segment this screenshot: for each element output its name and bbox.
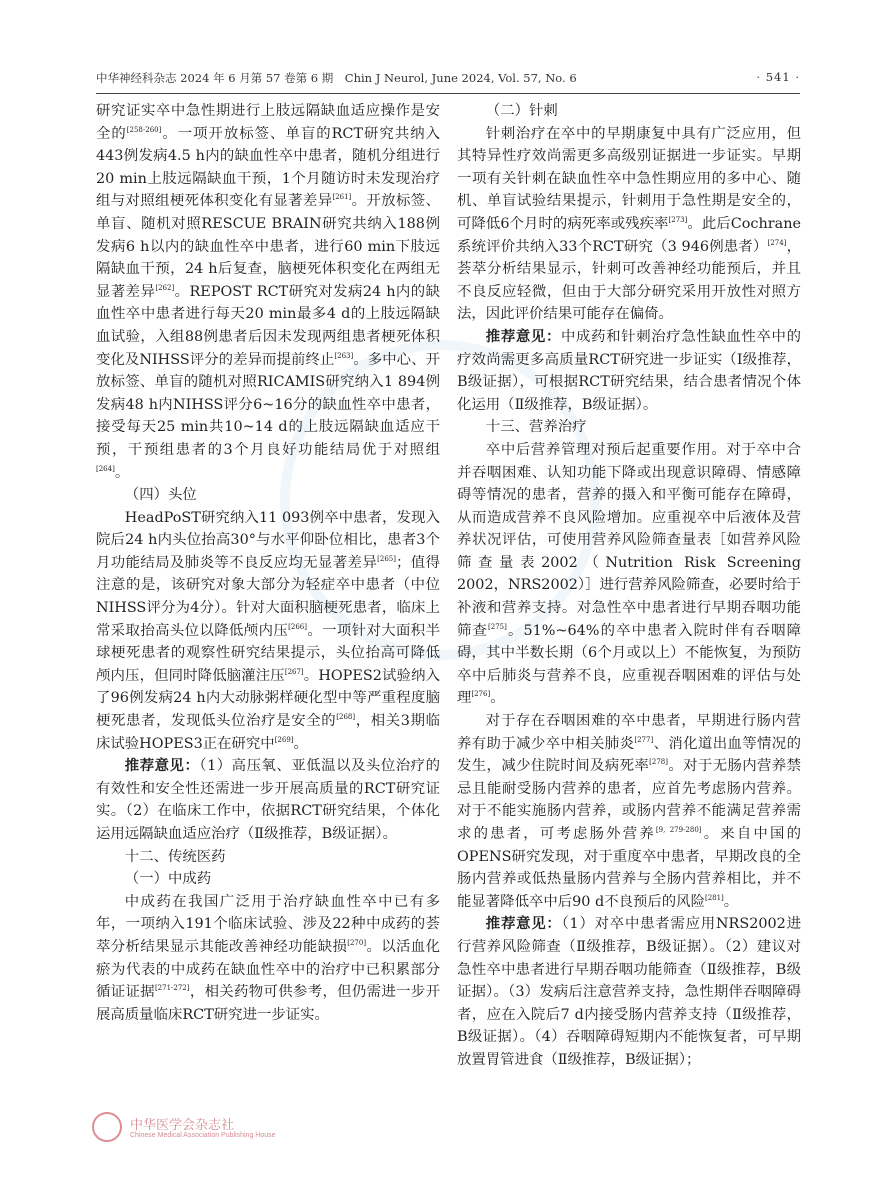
journal-citation: 中华神经科杂志 2024 年 6 月第 57 卷第 6 期 Chin J Neurol, June 2024, Vol. 57, No. 6	[96, 71, 577, 85]
section-heading-traditional-medicine: 十二、传统医药	[124, 848, 226, 865]
publisher-name-en: Chinese Medical Association Publishing House	[130, 1132, 276, 1139]
citation: [269]	[274, 735, 294, 744]
citation: [262]	[155, 283, 175, 292]
citation: [276]	[471, 690, 491, 699]
recommendation-paragraph: 推荐意见：（1）高压氧、亚低温以及头位治疗的有效性和安全性还需进一步开展高质量的RCT研究证实。（2）在临床工作中，依据RCT研究结果，个体化运用远隔缺血适应治疗（Ⅱ级推荐，B级证据）。	[96, 757, 440, 842]
citation: [275]	[488, 622, 507, 631]
citation: [267]	[284, 667, 304, 676]
paragraph-nutrition-screening: 卒中后营养管理对预后起重要作用。对于卒中合并吞咽困难、认知功能下降或出现意识障碍、情感障碍等情况的患者，营养的摄入和平衡可能存在障碍，从而造成营养不良风险增加。应重视卒中后液体及营养状况评估，可使用营养风险筛查量表［如营养风险筛查量表2002（Nutrition Risk Screening 2002，NRS2002）］进行营养风险筛查，必要时给于补液和营养支持。对急性卒中患者进行早期吞咽功能筛查[275]。51%~64%的卒中患者入院时伴有吞咽障碍，其中半数长期（6个月或以上）不能恢复，为预防卒中后肺炎与营养不良，应重视吞咽困难的评估与处理[276]。	[457, 441, 801, 707]
citation: [264]	[96, 464, 115, 473]
citation: [273]	[668, 215, 688, 224]
paragraph-chinese-patent-medicine: 中成药在我国广泛用于治疗缺血性卒中已有多年，一项纳入191个临床试验、涉及22种中成药的荟萃分析结果显示其能改善神经功能缺损[270]。以活血化瘀为代表的中成药在缺血性卒中的治疗中已积累部分循证证据[271-272]，相关药物可供参考，但仍需进一步开展高质量临床RCT研究进一步证实。	[96, 893, 440, 1023]
citation: [268]	[336, 713, 356, 722]
left-column	[96, 100, 440, 1026]
citation: [266]	[288, 622, 307, 631]
header-rule	[96, 93, 800, 94]
page-number: · 541 ·	[756, 70, 800, 84]
recommendation-label: 推荐意见：	[485, 327, 561, 345]
citation: [265]	[377, 554, 396, 563]
running-header	[96, 70, 800, 90]
citation: [263]	[334, 351, 354, 360]
citation: [9, 279-280]	[655, 826, 702, 834]
publisher-name: 中华医学会杂志社	[130, 1118, 235, 1133]
section-heading-head-position: （四）头位	[124, 487, 197, 504]
citation: [270]	[347, 938, 367, 947]
paragraph-remote-ischemic: 研究证实卒中急性期进行上肢远隔缺血适应操作是安全的[258-260]。一项开放标签、单盲的RCT研究共纳入443例发病4.5 h内的缺血性卒中患者，随机分组进行20 min上肢远隔缺血干预，1个月随访时未发现治疗组与对照组梗死体积变化有显著差异[261]。开放标签、单盲、随机对照RESCUE BRAIN研究共纳入188例发病6 h以内的缺血性卒中患者，进行60 min下肢远隔缺血干预，24 h后复查，脑梗死体积变化在两组无显著差异[262]。REPOST RCT研究对发病24 h内的缺血性卒中患者进行每天20 min最多4 d的上肢远隔缺血试验，入组88例患者后因未发现两组患者梗死体积变化及NIHSS评分的差异而提前终止[263]。多中心、开放标签、单盲的随机对照RICAMIS研究纳入1 894例发病48 h内NIHSS评分6~16分的缺血性卒中患者，接受每天25 min共10~14 d的上肢远隔缺血适应干预，干预组患者的3个月良好功能结局优于对照组[264]。	[96, 103, 440, 481]
paragraph-enteral-nutrition: 对于存在吞咽困难的卒中患者，早期进行肠内营养有助于减少卒中相关肺炎[277]、消化道出血等情况的发生，减少住院时间及病死率[278]。对于无肠内营养禁忌且能耐受肠内营养的患者，应首先考虑肠内营养。对于不能实施肠内营养，或肠内营养不能满足营养需求的患者，可考虑肠外营养[9, 279-280]。来自中国的OPENS研究发现，对于重度卒中患者，早期改良的全肠内营养或低热量肠内营养与全肠内营养相比，并不能显著降低卒中后90 d不良预后的风险[281]。	[457, 713, 801, 910]
paragraph-acupuncture: 针刺治疗在卒中的早期康复中具有广泛应用，但其特异性疗效尚需更多高级别证据进一步证实。早期一项有关针刺在缺血性卒中急性期应用的多中心、随机、单盲试验结果提示，针刺用于急性期是安全的，可降低6个月时的病死率或残疾率[273]。此后Cochrane系统评价共纳入33个RCT研究（3 946例患者）[274]，荟萃分析结果显示，针刺可改善神经功能预后，并且不良反应轻微，但由于大部分研究采用开放性对照方法，因此评价结果可能存在偏倚。	[457, 125, 801, 323]
recommendation-label: 推荐意见：	[485, 915, 562, 933]
recommendation-label: 推荐意见：	[124, 757, 200, 775]
citation: [271-272]	[154, 984, 190, 993]
recommendation-paragraph: 推荐意见：（1）对卒中患者需应用NRS2002进行营养风险筛查（Ⅱ级推荐，B级证据）。（2）建议对急性卒中患者进行早期吞咽功能筛查（Ⅱ级推荐，B级证据）。（3）发病后注意营养支持，急性期伴吞咽障碍者，应在入院后7 d内接受肠内营养支持（Ⅱ级推荐，B级证据）。（4）吞咽障碍短期内不能恢复者，可早期放置胃管进食（Ⅱ级推荐，B级证据）；	[457, 915, 801, 1068]
section-heading-chinese-patent-medicine: （一）中成药	[124, 871, 212, 888]
right-column	[457, 100, 801, 1072]
citation: [278]	[649, 758, 668, 767]
recommendation-paragraph: 推荐意见：中成药和针刺治疗急性缺血性卒中的疗效尚需更多高质量RCT研究进一步证实（Ⅰ级推荐，B级证据），可根据RCT研究结果，结合患者情况个体化运用（Ⅱ级推荐，B级证据）。	[457, 327, 801, 413]
section-heading-acupuncture: （二）针刺	[485, 103, 558, 119]
citation: [274]	[767, 238, 787, 247]
citation: [258-260]	[126, 125, 162, 134]
citation: [277]	[634, 735, 654, 744]
paragraph-head-position: HeadPoST研究纳入11 093例卒中患者，发现入院后24 h内头位抬高30°与水平仰卧位相比，患者3个月功能结局及肺炎等不良反应均无显著差异[265]；值得注意的是，该研究对象大部分为轻症卒中患者（中位NIHSS评分为4分）。针对大面积脑梗死患者，临床上常采取抬高头位以降低颅内压[266]。一项针对大面积半球梗死患者的观察性研究结果提示，头位抬高可降低颅内压，但同时降低脑灌注压[267]。HOPES2试验纳入了96例发病24 h内大动脉粥样硬化型中等严重程度脑梗死患者，发现低头位治疗是安全的[268]，相关3期临床试验HOPES3正在研究中[269]。	[96, 509, 440, 752]
section-heading-nutrition: 十三、营养治疗	[485, 419, 587, 436]
publisher-seal-icon	[92, 1112, 122, 1142]
citation: [281]	[704, 893, 724, 902]
citation: [261]	[332, 193, 352, 202]
publisher-logo	[92, 1112, 412, 1152]
